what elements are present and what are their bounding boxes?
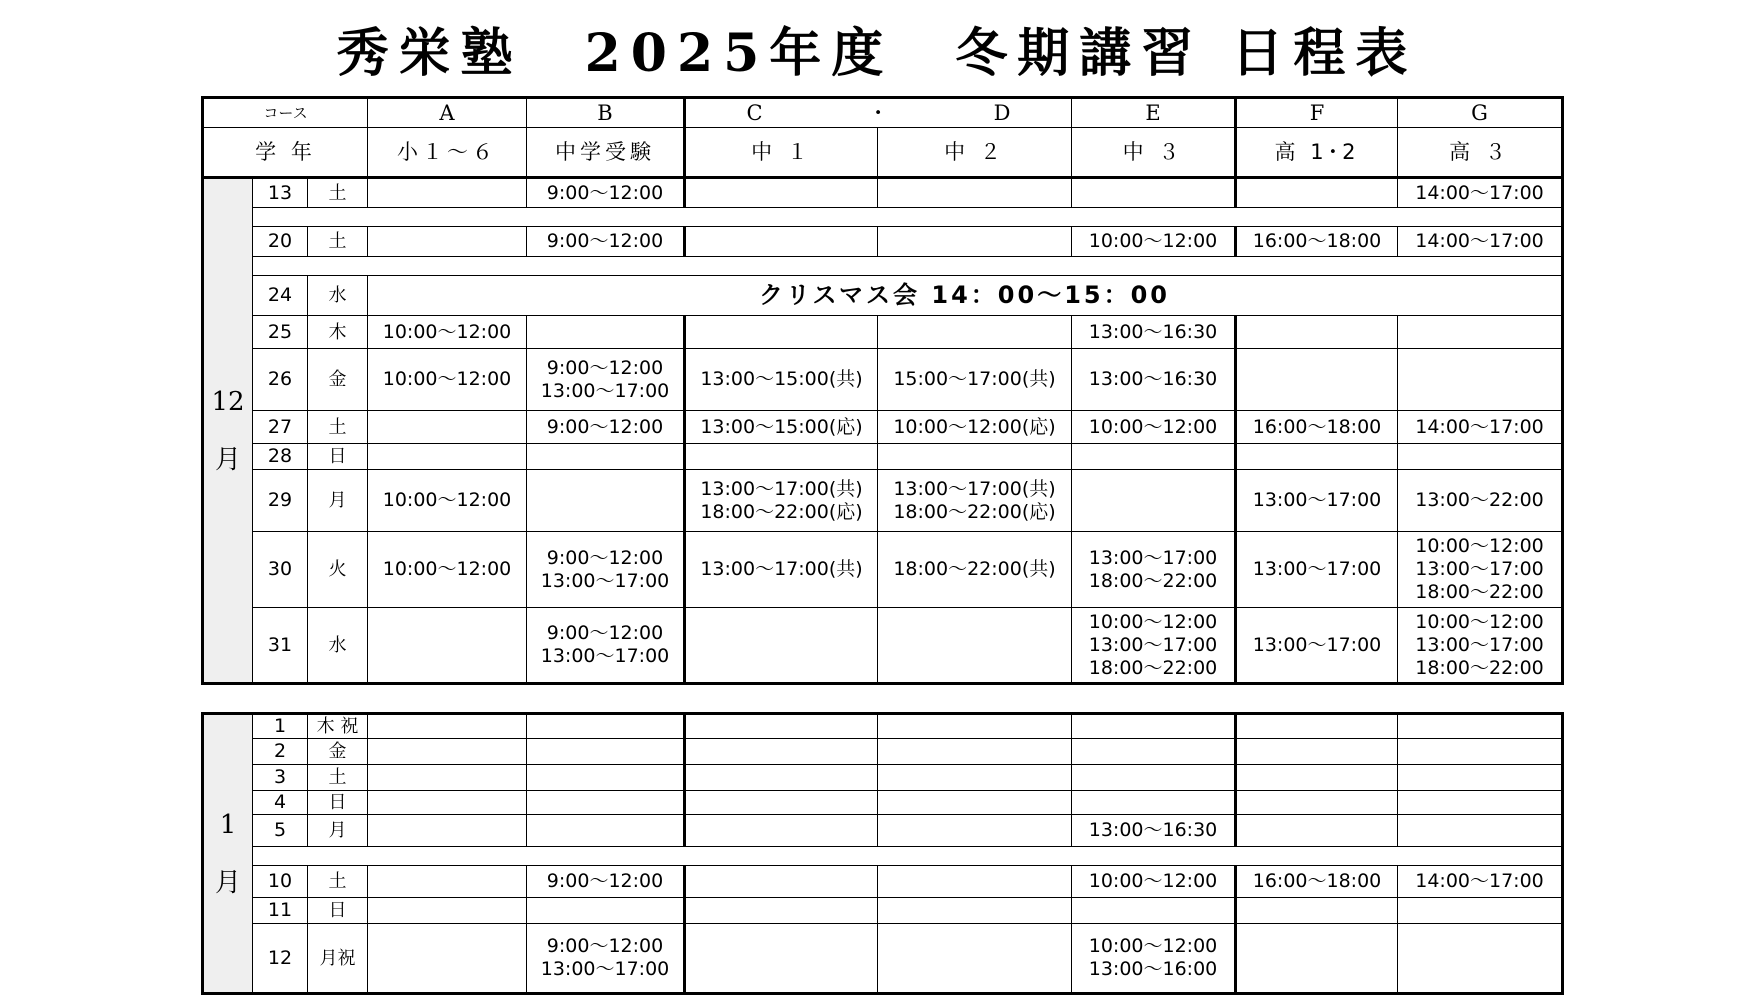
table-row [203, 765, 1563, 791]
cell-e: 13:00～17:00 18:00～22:00 [1072, 532, 1236, 608]
cell-c [685, 765, 878, 791]
cell-d [878, 791, 1072, 815]
grade-a: 小１～６ [368, 128, 527, 178]
cell-f [1236, 444, 1398, 470]
cell-g [1398, 316, 1563, 349]
cell-f [1236, 924, 1398, 994]
table-row [203, 532, 1563, 608]
cell-d [878, 178, 1072, 208]
cell-b: 9:00～12:00 [527, 227, 685, 257]
cell-d: 18:00～22:00(共) [878, 532, 1072, 608]
weekday-cell: 金 [308, 739, 368, 765]
table-row [203, 349, 1563, 411]
cell-f: 16:00～18:00 [1236, 411, 1398, 444]
cell-c [685, 714, 878, 739]
cell-e [1072, 470, 1236, 532]
spacer-row [203, 847, 1563, 866]
weekday-cell: 火 [308, 532, 368, 608]
cell-c [685, 178, 878, 208]
cell-e: 13:00～16:30 [1072, 316, 1236, 349]
course-label: コース [203, 98, 368, 128]
cell-a: 10:00～12:00 [368, 349, 527, 411]
day-cell: 3 [253, 765, 308, 791]
cell-a: 10:00～12:00 [368, 470, 527, 532]
cell-g [1398, 815, 1563, 847]
cell-e: 10:00～12:00 13:00～16:00 [1072, 924, 1236, 994]
cell-a [368, 714, 527, 739]
cell-c: 13:00～15:00(共) [685, 349, 878, 411]
cell-a: 10:00～12:00 [368, 316, 527, 349]
cell-f [1236, 765, 1398, 791]
day-cell: 1 [253, 714, 308, 739]
cell-c: 13:00～17:00(共) 18:00～22:00(応) [685, 470, 878, 532]
cell-f: 13:00～17:00 [1236, 470, 1398, 532]
cell-d [878, 866, 1072, 898]
cell-a [368, 227, 527, 257]
cell-g: 14:00～17:00 [1398, 178, 1563, 208]
cell-c: 13:00～17:00(共) [685, 532, 878, 608]
cell-f [1236, 178, 1398, 208]
cell-a [368, 866, 527, 898]
cell-c [685, 898, 878, 924]
cell-c [685, 227, 878, 257]
table-row [203, 924, 1563, 994]
cell-e: 13:00～16:30 [1072, 349, 1236, 411]
table-row [203, 815, 1563, 847]
course-b: B [527, 98, 685, 128]
cell-f: 13:00～17:00 [1236, 608, 1398, 684]
day-cell: 12 [253, 924, 308, 994]
cell-e: 10:00～12:00 [1072, 411, 1236, 444]
day-cell: 2 [253, 739, 308, 765]
cell-f [1236, 316, 1398, 349]
cell-d: 13:00～17:00(共) 18:00～22:00(応) [878, 470, 1072, 532]
weekday-cell: 日 [308, 898, 368, 924]
course-g: G [1398, 98, 1563, 128]
spacer-row [203, 257, 1563, 276]
cell-a [368, 739, 527, 765]
cell-d [878, 924, 1072, 994]
cell-c [685, 791, 878, 815]
cell-b [527, 714, 685, 739]
table-row [203, 866, 1563, 898]
table-row [203, 444, 1563, 470]
grade-d: 中 ２ [878, 128, 1072, 178]
weekday-cell: 土 [308, 866, 368, 898]
cell-d [878, 444, 1072, 470]
cell-c [685, 739, 878, 765]
cell-g [1398, 765, 1563, 791]
december-schedule-table [201, 96, 1564, 685]
cell-b: 9:00～12:00 [527, 411, 685, 444]
weekday-cell: 土 [308, 765, 368, 791]
cell-f [1236, 815, 1398, 847]
cell-g [1398, 791, 1563, 815]
grade-f: 高 1･2 [1236, 128, 1398, 178]
day-cell: 5 [253, 815, 308, 847]
cell-e [1072, 765, 1236, 791]
table-row [203, 739, 1563, 765]
cell-e [1072, 791, 1236, 815]
table-row [203, 178, 1563, 208]
cell-g: 10:00～12:00 13:00～17:00 18:00～22:00 [1398, 532, 1563, 608]
christmas-event-banner: クリスマス会 14：00～15：00 [368, 276, 1563, 316]
weekday-cell: 木 [308, 316, 368, 349]
day-cell: 29 [253, 470, 308, 532]
weekday-cell: 土 [308, 227, 368, 257]
cell-d [878, 316, 1072, 349]
cell-a [368, 815, 527, 847]
grade-b: 中学受験 [527, 128, 685, 178]
cell-a: 10:00～12:00 [368, 532, 527, 608]
cell-a [368, 411, 527, 444]
day-cell: 30 [253, 532, 308, 608]
cell-c: 13:00～15:00(応) [685, 411, 878, 444]
cell-f: 13:00～17:00 [1236, 532, 1398, 608]
table-row [203, 227, 1563, 257]
cell-d [878, 739, 1072, 765]
cell-b [527, 739, 685, 765]
day-cell: 4 [253, 791, 308, 815]
weekday-cell: 月 [308, 815, 368, 847]
weekday-cell: 月 [308, 470, 368, 532]
cell-e [1072, 178, 1236, 208]
cell-c [685, 316, 878, 349]
cell-g [1398, 444, 1563, 470]
cell-d: 10:00～12:00(応) [878, 411, 1072, 444]
cell-e: 10:00～12:00 13:00～17:00 18:00～22:00 [1072, 608, 1236, 684]
cell-d: 15:00～17:00(共) [878, 349, 1072, 411]
cell-c [685, 815, 878, 847]
grade-g: 高 ３ [1398, 128, 1563, 178]
cell-f: 16:00～18:00 [1236, 227, 1398, 257]
cell-d [878, 714, 1072, 739]
january-schedule-table [201, 712, 1564, 995]
course-e: E [1072, 98, 1236, 128]
day-cell: 27 [253, 411, 308, 444]
day-cell: 25 [253, 316, 308, 349]
cell-a [368, 444, 527, 470]
cell-e [1072, 444, 1236, 470]
course-a: A [368, 98, 527, 128]
cell-e [1072, 739, 1236, 765]
cell-a [368, 898, 527, 924]
day-cell: 13 [253, 178, 308, 208]
grade-label: 学 年 [203, 128, 368, 178]
cell-g [1398, 349, 1563, 411]
cell-g [1398, 898, 1563, 924]
weekday-cell: 木 祝 [308, 714, 368, 739]
table-row [203, 316, 1563, 349]
day-cell: 10 [253, 866, 308, 898]
spacer-row [203, 208, 1563, 227]
grade-c: 中 １ [685, 128, 878, 178]
cell-g: 14:00～17:00 [1398, 411, 1563, 444]
cell-d [878, 765, 1072, 791]
cell-c [685, 924, 878, 994]
day-cell: 26 [253, 349, 308, 411]
weekday-cell: 水 [308, 276, 368, 316]
cell-b [527, 765, 685, 791]
cell-b [527, 815, 685, 847]
cell-d [878, 815, 1072, 847]
cell-b: 9:00～12:00 13:00～17:00 [527, 349, 685, 411]
cell-c [685, 608, 878, 684]
weekday-cell: 水 [308, 608, 368, 684]
page-title: 秀栄塾 2025年度 冬期講習 日程表 [336, 23, 1418, 84]
table-row [203, 898, 1563, 924]
grade-e: 中 ３ [1072, 128, 1236, 178]
cell-c [685, 444, 878, 470]
course-header-row [203, 98, 1563, 128]
table-row [203, 714, 1563, 739]
cell-b [527, 898, 685, 924]
cell-b: 9:00～12:00 [527, 178, 685, 208]
cell-b [527, 316, 685, 349]
cell-g: 14:00～17:00 [1398, 227, 1563, 257]
cell-a [368, 765, 527, 791]
table-row [203, 470, 1563, 532]
day-cell: 31 [253, 608, 308, 684]
table-row [203, 791, 1563, 815]
cell-e: 10:00～12:00 [1072, 866, 1236, 898]
course-f: F [1236, 98, 1398, 128]
cell-a [368, 608, 527, 684]
cell-a [368, 791, 527, 815]
cell-b: 9:00～12:00 [527, 866, 685, 898]
cell-c [685, 866, 878, 898]
cell-d [878, 608, 1072, 684]
weekday-cell: 金 [308, 349, 368, 411]
cell-g [1398, 924, 1563, 994]
cell-g: 13:00～22:00 [1398, 470, 1563, 532]
cell-d [878, 898, 1072, 924]
grade-header-row [203, 128, 1563, 178]
table-row [203, 608, 1563, 684]
cell-a [368, 924, 527, 994]
month-january: 1 月 [203, 714, 253, 994]
day-cell: 20 [253, 227, 308, 257]
table-row [203, 411, 1563, 444]
day-cell: 24 [253, 276, 308, 316]
cell-e [1072, 714, 1236, 739]
cell-g [1398, 714, 1563, 739]
cell-b [527, 444, 685, 470]
weekday-cell: 土 [308, 178, 368, 208]
weekday-cell: 日 [308, 444, 368, 470]
cell-b: 9:00～12:00 13:00～17:00 [527, 532, 685, 608]
cell-f: 16:00～18:00 [1236, 866, 1398, 898]
cell-e [1072, 898, 1236, 924]
cell-g: 14:00～17:00 [1398, 866, 1563, 898]
cell-g [1398, 739, 1563, 765]
cell-e: 13:00～16:30 [1072, 815, 1236, 847]
cell-a [368, 178, 527, 208]
cell-b: 9:00～12:00 13:00～17:00 [527, 608, 685, 684]
table-row [203, 276, 1563, 316]
cell-e: 10:00～12:00 [1072, 227, 1236, 257]
cell-f [1236, 739, 1398, 765]
cell-f [1236, 349, 1398, 411]
weekday-cell: 土 [308, 411, 368, 444]
cell-d [878, 227, 1072, 257]
cell-b: 9:00～12:00 13:00～17:00 [527, 924, 685, 994]
cell-f [1236, 714, 1398, 739]
cell-b [527, 791, 685, 815]
day-cell: 11 [253, 898, 308, 924]
cell-f [1236, 898, 1398, 924]
cell-g: 10:00～12:00 13:00～17:00 18:00～22:00 [1398, 608, 1563, 684]
cell-b [527, 470, 685, 532]
cell-f [1236, 791, 1398, 815]
day-cell: 28 [253, 444, 308, 470]
month-december: 12 月 [203, 178, 253, 684]
weekday-cell: 月祝 [308, 924, 368, 994]
course-cd: C ・ D [685, 98, 1072, 128]
weekday-cell: 日 [308, 791, 368, 815]
